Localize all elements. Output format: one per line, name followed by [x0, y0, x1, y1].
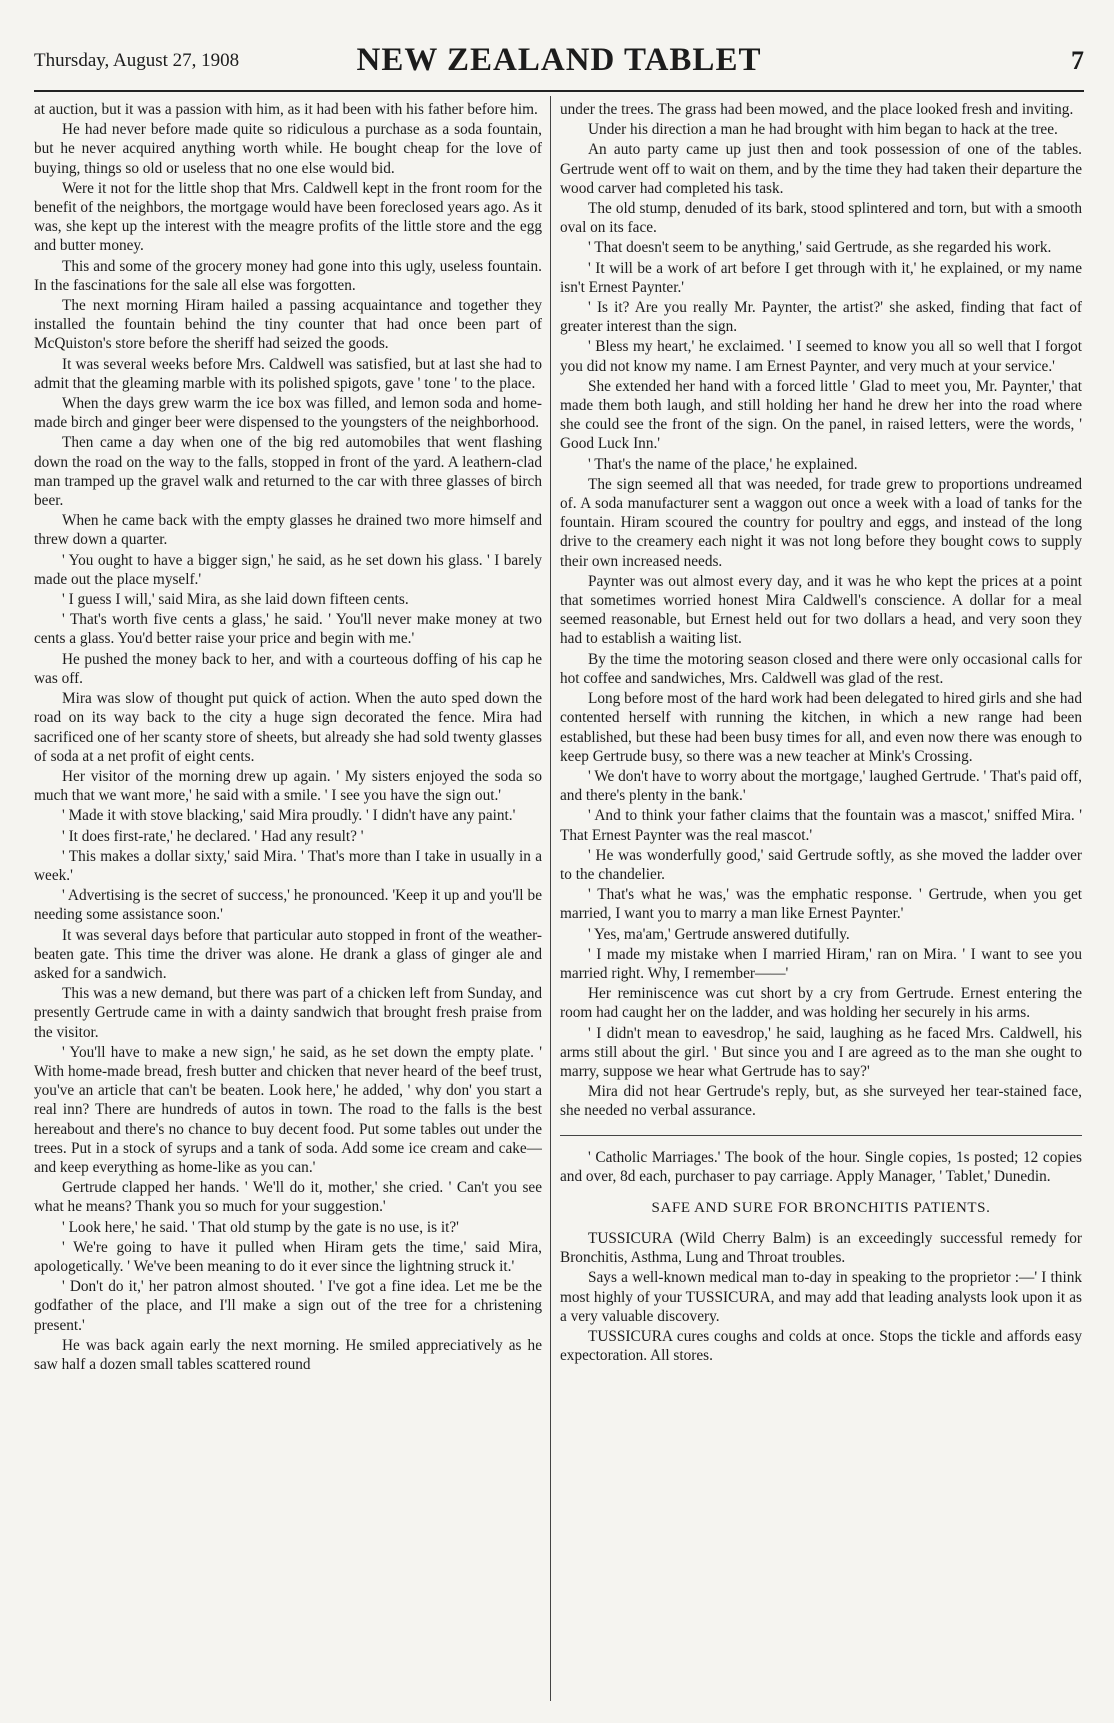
story-paragraph: ' Yes, ma'am,' Gertrude answered dutifully. [588, 925, 850, 943]
story-paragraph: An auto party came up just then and took possession of one of the tables. Gertrude went off to wait on them, and by the time they had taken their departure the wood carver had completed his task. [560, 141, 1082, 197]
story-paragraph: He pushed the money back to her, and with a courteous doffing of his cap he was off. [34, 650, 542, 687]
story-paragraph: Long before most of the hard work had been delegated to hired girls and she had contented herself with running the kitchen, in which a new range had been established, but these had been busy times for all, and even now there was enough to keep Gertrude busy, so there was a new teacher at Mink's Crossing. [560, 690, 1082, 765]
story-paragraph: ' Look here,' he said. ' That old stump by the gate is no use, is it?' [62, 1218, 459, 1236]
story-paragraph: Mira did not hear Gertrude's reply, but, as she surveyed her tear-stained face, she needed no verbal assurance. [560, 1083, 1082, 1120]
story-paragraph: Under his direction a man he had brought with him began to hack at the tree. [588, 121, 1058, 139]
story-paragraph: ' Don't do it,' her patron almost shouted. ' I've got a fine idea. Let me be the godfather of the place, and I'll make a sign out of the tree for a christening present.' [34, 1278, 542, 1334]
story-paragraph: ' This makes a dollar sixty,' said Mira. ' That's more than I take in usually in a week.' [34, 847, 542, 884]
story-paragraph: ' That's the name of the place,' he explained. [588, 455, 858, 473]
story-paragraph: ' Is it? Are you really Mr. Paynter, the artist?' she asked, finding that fact of greater interest than the sign. [560, 299, 1082, 336]
issue-date: Thursday, August 27, 1908 [34, 50, 240, 71]
section-rule [560, 1135, 1082, 1136]
story-paragraph: This and some of the grocery money had gone into this ugly, useless fountain. In the fascinations for the sale all else was forgotten. [34, 257, 542, 294]
story-paragraph: ' He was wonderfully good,' said Gertrude softly, as she moved the ladder over to the chandelier. [560, 846, 1082, 883]
story-paragraph: Her reminiscence was cut short by a cry from Gertrude. Ernest entering the room had caught her on the ladder, and was holding her securely in his arms. [560, 985, 1082, 1022]
story-paragraph: Were it not for the little shop that Mrs. Caldwell kept in the front room for the benefit of the neighbors, the mortgage would have been foreclosed years ago. As it was, she kept up the interest with the meagre profits of the little store and the egg and butter money. [34, 179, 542, 255]
story-paragraph: ' Made it with stove blacking,' said Mira proudly. ' I didn't have any paint.' [62, 807, 516, 825]
story-paragraph: ' I guess I will,' said Mira, as she laid down fifteen cents. [62, 591, 409, 609]
page-header [34, 40, 1084, 86]
story-paragraph: Paynter was out almost every day, and it was he who kept the prices at a point that sometimes worried honest Mira Caldwell's conscience. A dollar for a meal seemed reasonable, but Ernest held out for two dollars a head, and very soon they had to establish a waiting list. [560, 572, 1082, 648]
story-paragraph: He had never before made quite so ridiculous a purchase as a soda fountain, but he never acquired anything worth while. He bought cheap for the love of buying, things so old or useless that no one else would bid. [34, 121, 542, 177]
story-paragraph: ' We're going to have it pulled when Hiram gets the time,' said Mira, apologetically. ' We've been meaning to do it ever since the lightning struck it.' [34, 1238, 542, 1275]
catholic-marriages-notice: ' Catholic Marriages.' The book of the hour. Single copies, 1s posted; 12 copies and over, 8d each, purchaser to pay carriage. Apply Manager, ' Tablet,' Dunedin. [560, 1148, 1082, 1185]
story-paragraph: ' You'll have to make a new sign,' he said, as he set down the empty plate. ' With home-made bread, fresh butter and chicken that never heard of the beef trust, you've an article that can't be beaten. Look here,' he added, ' why don' you start a real inn? There are hundreds of autos in town. The road to the falls is the best hereabout and there's no chance to buy decent food. Put some tables out under the trees. Put in a stock of syrups and a tank of soda. Add some ice cream and cake—and keep everything as home-like as you can.' [34, 1043, 542, 1176]
story-paragraph: ' And to think your father claims that the fountain was a mascot,' sniffed Mira. ' That Ernest Paynter was the real mascot.' [560, 807, 1082, 844]
story-paragraph: Her visitor of the morning drew up again. ' My sisters enjoyed the soda so much that we want more,' he said with a smile. ' I see you have the sign out.' [34, 767, 542, 805]
story-paragraph: It was several days before that particular auto stopped in front of the weather-beaten gate. This time the driver was alone. He drank a glass of ginger ale and asked for a sandwich. [34, 926, 542, 982]
story-paragraph: at auction, but it was a passion with him, as it had been with his father before him. [34, 101, 538, 118]
story-paragraph: ' Advertising is the secret of success,' he pronounced. 'Keep it up and you'll be needing some assistance soon.' [34, 887, 542, 924]
story-paragraph: Mira was slow of thought put quick of action. When the auto sped down the road on its way back to the city a huge sign decorated the fence. Mira had sacrificed one of her scanty store of sheets, but already she had sold twenty glasses of soda at a net profit of eight cents. [34, 690, 542, 765]
story-paragraph: ' It does first-rate,' he declared. ' Had any result? ' [62, 827, 364, 845]
left-column [34, 100, 542, 1710]
ad-paragraph: Says a well-known medical man to-day in speaking to the proprietor :—' I think most highly of your TUSSICURA, and may add that leading analysts look upon it as a very valuable discovery. [560, 1269, 1082, 1325]
column-divider [550, 96, 551, 1701]
story-paragraph: She extended her hand with a forced little ' Glad to meet you, Mr. Paynter,' that made them both laugh, and still holding her hand he drew her into the road where she could see the front of the sign. On the panel, in raised letters, were the words, ' Good Luck Inn.' [560, 377, 1082, 453]
page-number: 7 [1071, 46, 1084, 75]
story-paragraph: By the time the motoring season closed and there were only occasional calls for hot coffee and sandwiches, Mrs. Caldwell was glad of the rest. [560, 650, 1082, 687]
story-paragraph: He was back again early the next morning. He smiled appreciatively as he saw half a dozen small tables scattered round [34, 1336, 542, 1373]
story-paragraph: The next morning Hiram hailed a passing acquaintance and together they installed the fountain behind the tiny counter that had once been part of McQuiston's store before the sheriff had seized the goods. [34, 297, 542, 353]
ad-heading: SAFE AND SURE FOR BRONCHITIS PATIENTS. [651, 1199, 991, 1216]
story-paragraph: ' We don't have to worry about the mortgage,' laughed Gertrude. ' That's paid off, and there's plenty in the bank.' [560, 767, 1082, 805]
story-paragraph: ' That doesn't seem to be anything,' said Gertrude, as she regarded his work. [588, 239, 1052, 257]
story-paragraph: This was a new demand, but there was part of a chicken left from Sunday, and presently Gertrude came in with a dainty sandwich that brought fresh praise from the visitor. [34, 985, 542, 1041]
story-paragraph: under the trees. The grass had been mowed, and the place looked fresh and inviting. [560, 101, 1074, 118]
story-paragraph: ' I didn't mean to eavesdrop,' he said, laughing as he faced Mrs. Caldwell, his arms still about the girl. ' But since you and I are agreed as to the man she ought to marry, suppose we hear what Gertrude has to say?' [560, 1024, 1082, 1080]
story-paragraph: ' I made my mistake when I married Hiram,' ran on Mira. ' I want to see you married right. Why, I remember——' [560, 945, 1082, 982]
ad-paragraph: TUSSICURA cures coughs and colds at once. Stops the tickle and affords easy expectoration. All stores. [560, 1327, 1082, 1365]
story-paragraph: Gertrude clapped her hands. ' We'll do it, mother,' she cried. ' Can't you see what he means? Thank you so much for your suggestion.' [34, 1179, 542, 1216]
story-paragraph: ' It will be a work of art before I get through with it,' he explained, or my name isn't Ernest Paynter.' [560, 259, 1082, 296]
masthead-title: NEW ZEALAND TABLET [356, 42, 762, 78]
header-rule [34, 90, 1084, 92]
story-paragraph: The old stump, denuded of its bark, stood splintered and torn, but with a smooth oval on its face. [560, 200, 1082, 237]
story-paragraph: When the days grew warm the ice box was filled, and lemon soda and home-made birch and ginger beer were dispensed to the youngsters of the neighborhood. [34, 395, 542, 432]
right-column [560, 100, 1082, 1710]
story-paragraph: It was several weeks before Mrs. Caldwell was satisfied, but at last she had to admit that the gleaming marble with its polished spigots, gave ' tone ' to the place. [34, 355, 542, 392]
story-paragraph: ' You ought to have a bigger sign,' he said, as he set down his glass. ' I barely made out the place myself.' [34, 551, 542, 588]
story-paragraph: ' Bless my heart,' he exclaimed. ' I seemed to know you all so well that I forgot you did not know my name. I am Ernest Paynter, and very much at your service.' [560, 338, 1082, 375]
story-paragraph: Then came a day when one of the big red automobiles that went flashing down the road on the way to the falls, stopped in front of the yard. A leathern-clad man tramped up the gravel walk and returned to the car with three glasses of birch beer. [34, 434, 542, 510]
ad-paragraph: TUSSICURA (Wild Cherry Balm) is an exceedingly successful remedy for Bronchitis, Asthma, Lung and Throat troubles. [560, 1229, 1082, 1267]
story-paragraph: ' That's what he was,' was the emphatic response. ' Gertrude, when you get married, I want you to marry a man like Ernest Paynter.' [560, 886, 1082, 923]
story-paragraph: ' That's worth five cents a glass,' he said. ' You'll never make money at two cents a glass. You'd better raise your price and begin with me.' [34, 611, 542, 648]
story-paragraph: The sign seemed all that was needed, for trade grew to proportions undreamed of. A soda manufacturer sent a waggon out once a week with a load of tanks for the fountain. Hiram scoured the country for poultry and eggs, and instead of the long drive to the creamery each night it was not long before they bought cows to supply their own increased needs. [560, 475, 1082, 570]
story-paragraph: When he came back with the empty glasses he drained two more himself and threw down a quarter. [34, 512, 542, 549]
